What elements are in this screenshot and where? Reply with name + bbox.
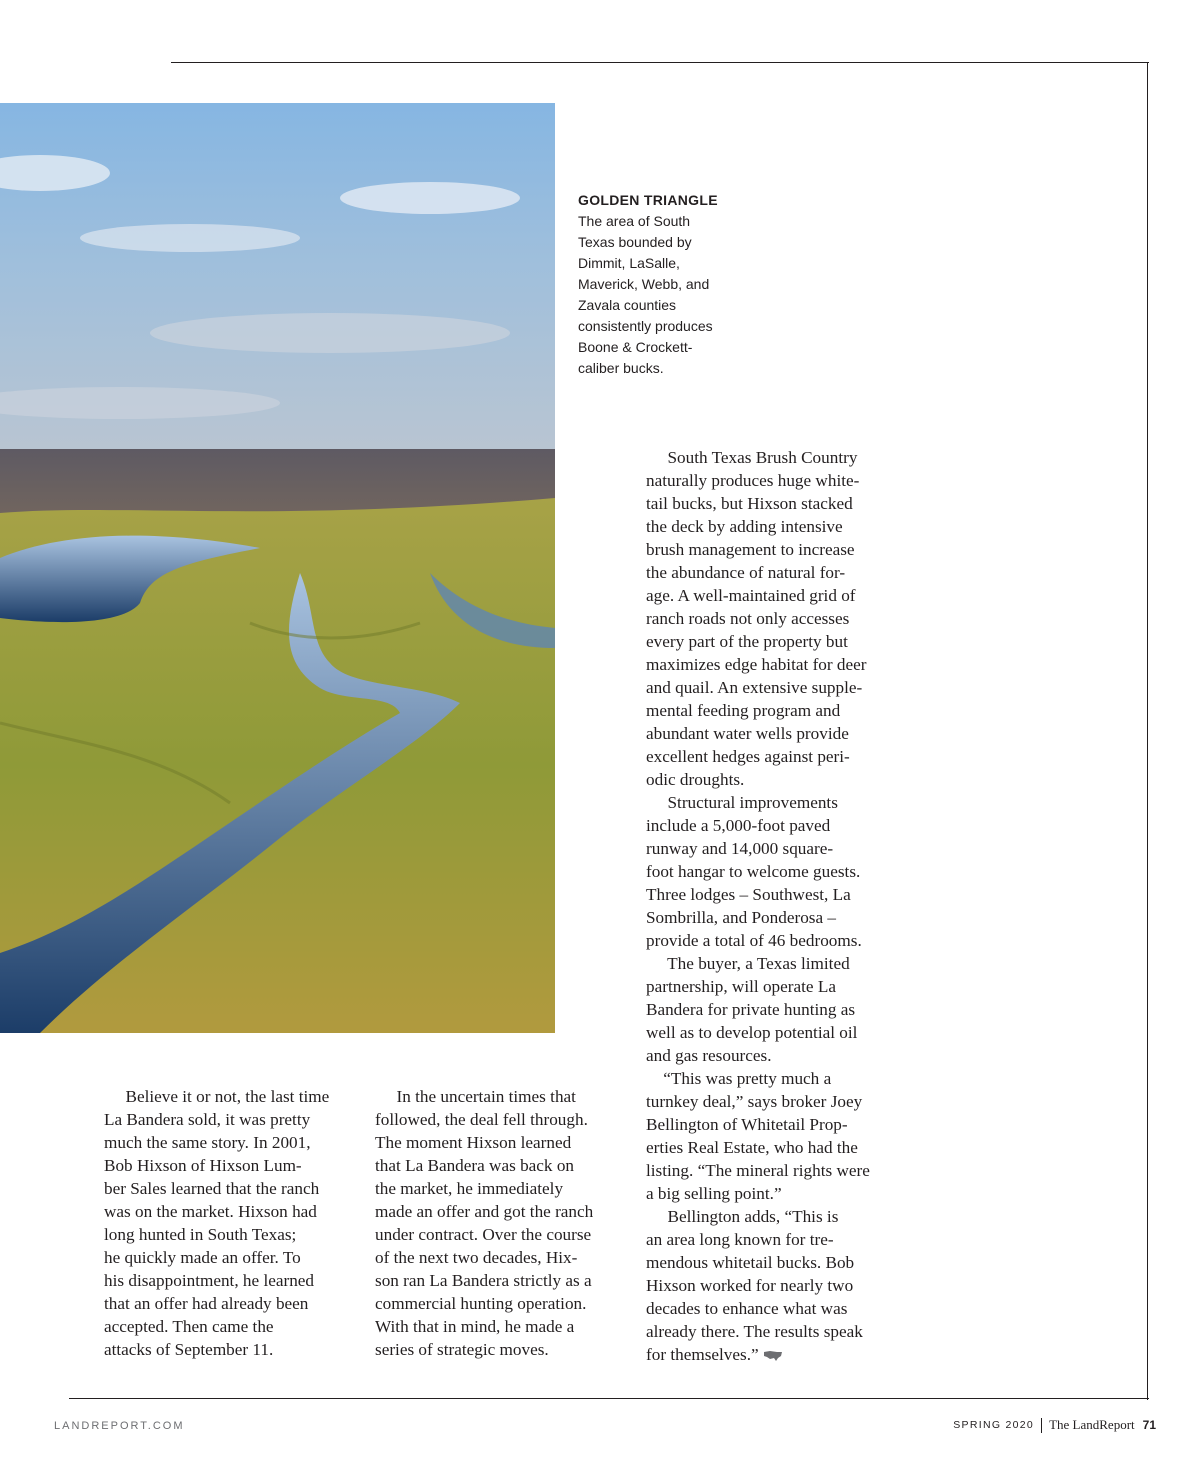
- sidebar-caption: [578, 190, 728, 379]
- top-rule: [171, 62, 1149, 63]
- footer-website: LANDREPORT.COM: [54, 1420, 185, 1432]
- right-rule: [1147, 62, 1148, 1400]
- paragraph: South Texas Brush Country naturally produces huge white- tail bucks, but Hixson stacked the deck by adding intensive brush management to increase the abundance of natural for- age. A well-maintained grid of ranch roads not only accesses every part of the property but maximizes edge habitat for deer and quail. An extensive supple- mental feeding program and abundant water wells provide excellent hedges against peri- odic droughts.: [646, 448, 867, 789]
- sidebar-body: The area of South Texas bounded by Dimmit, LaSalle, Maverick, Webb, and Zavala counties consistently produces Boone & Crockett- caliber bucks.: [578, 213, 713, 376]
- article-column-1: [104, 1085, 364, 1361]
- us-map-icon: [763, 1345, 783, 1368]
- footer-magazine-name: The LandReport: [1049, 1417, 1135, 1432]
- sidebar-title: GOLDEN TRIANGLE: [578, 192, 718, 208]
- article-column-2: [375, 1085, 635, 1361]
- paragraph: The buyer, a Texas limited partnership, will operate La Bandera for private hunting as well as to develop potential oil and gas resources.: [646, 954, 858, 1065]
- wetland-landscape-photo: [0, 103, 555, 1033]
- paragraph: Believe it or not, the last time La Bandera sold, it was pretty much the same story. In 2001, Bob Hixson of Hixson Lum- ber Sales learned that the ranch was on the market. Hixson had long hunted in South Texas; he quickly made an offer. To his disappointment, he learned that an offer had already been accepted. Then came the attacks of September 11.: [104, 1087, 330, 1359]
- paragraph: “This was pretty much a turnkey deal,” says broker Joey Bellington of Whitetail Prop- erties Real Estate, who had the listing. “The mineral rights were a big selling point.”: [646, 1069, 870, 1203]
- bottom-rule: [69, 1398, 1149, 1399]
- paragraph: Bellington adds, “This is an area long known for tre- mendous whitetail bucks. Bob Hixson worked for nearly two decades to enhance what was already there. The results speak for themselves.”: [646, 1207, 863, 1364]
- footer-folio: [953, 1417, 1156, 1433]
- footer-issue: SPRING 2020: [953, 1419, 1035, 1431]
- article-column-3: [646, 446, 906, 1368]
- paragraph: Structural improvements include a 5,000-foot paved runway and 14,000 square- foot hangar to welcome guests. Three lodges – Southwest, La Sombrilla, and Ponderosa – provide a total of 46 bedrooms.: [646, 793, 862, 950]
- paragraph: In the uncertain times that followed, the deal fell through. The moment Hixson learned that La Bandera was back on the market, he immediately made an offer and got the ranch under contract. Over the course of the next two decades, Hix- son ran La Bandera strictly as a commercial hunting operation. With that in mind, he made a series of strategic moves.: [375, 1087, 594, 1359]
- footer-divider: [1041, 1418, 1042, 1433]
- page-number: 71: [1142, 1418, 1156, 1432]
